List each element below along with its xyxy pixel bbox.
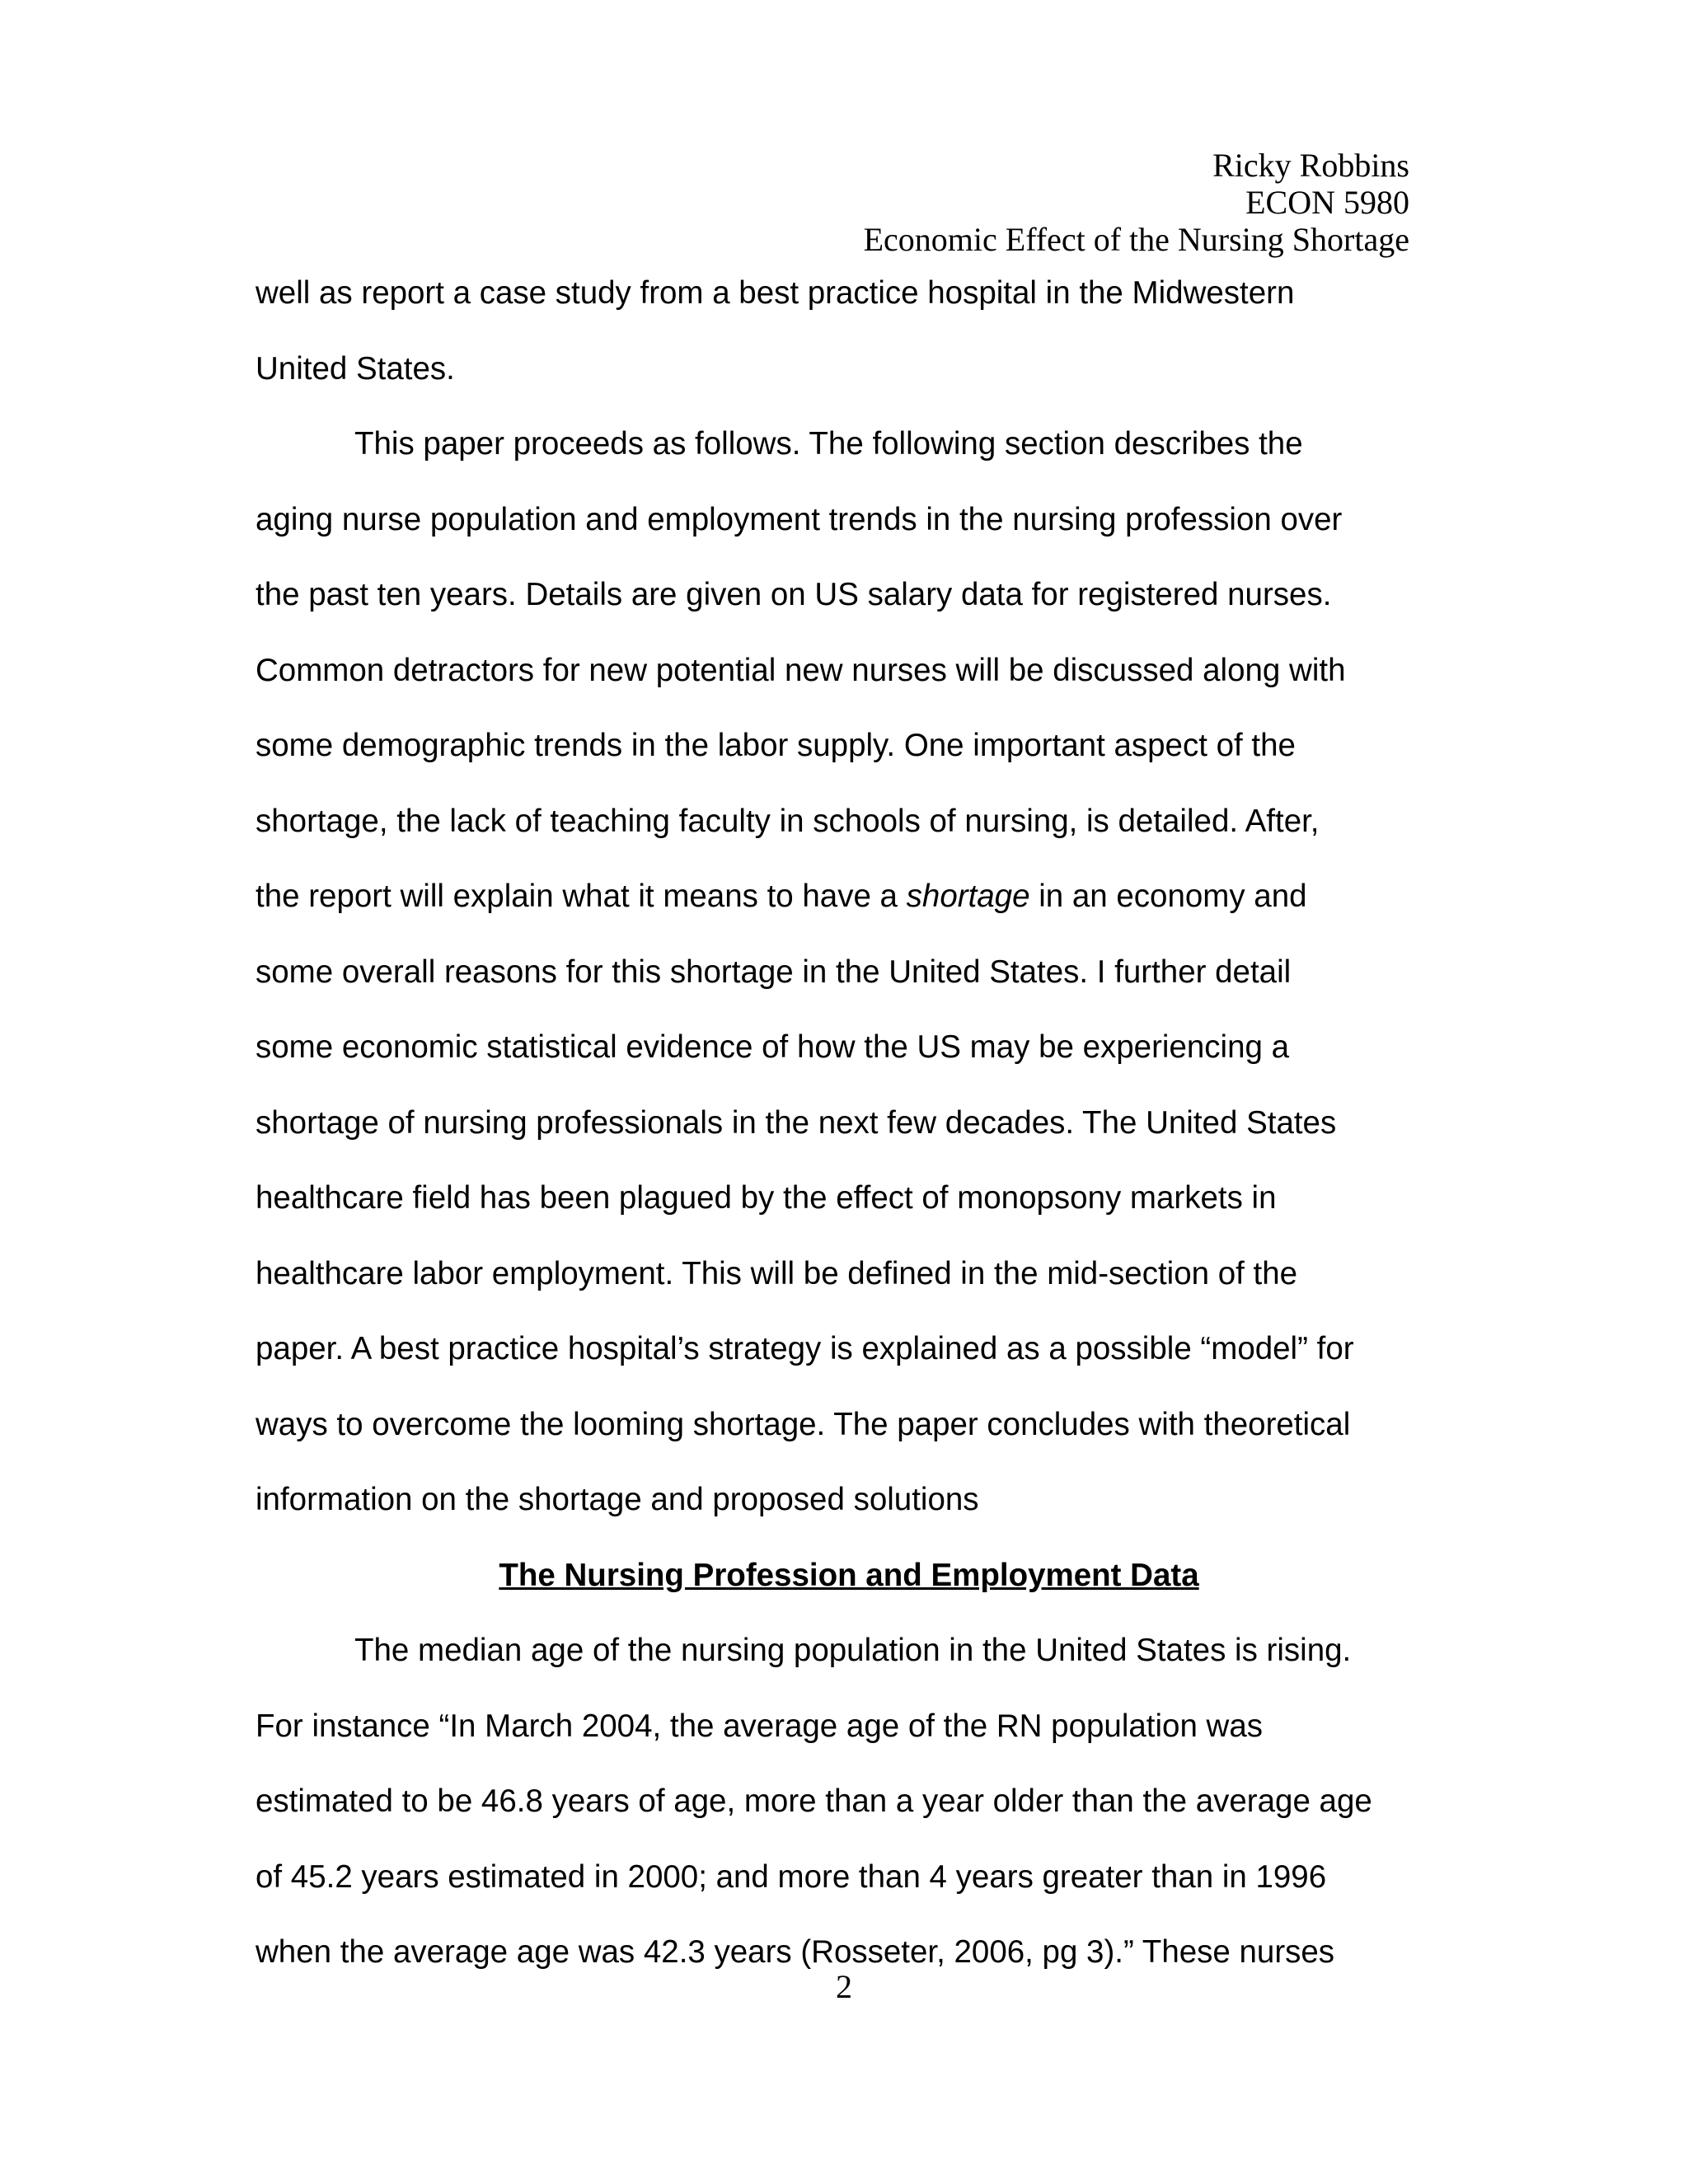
header-paper-title: Economic Effect of the Nursing Shortage bbox=[863, 221, 1409, 258]
text-line: of 45.2 years estimated in 2000; and more than 4 years greater than in 1996 bbox=[256, 1858, 1327, 1895]
text-line: estimated to be 46.8 years of age, more than a year older than the average age bbox=[256, 1783, 1372, 1819]
text-segment: in an economy and bbox=[1029, 879, 1307, 914]
text-line: some demographic trends in the labor supply. One important aspect of the bbox=[256, 728, 1296, 763]
italic-term: shortage bbox=[906, 879, 1030, 914]
text-line: healthcare labor employment. This will be defined in the mid-section of the bbox=[256, 1255, 1298, 1291]
text-line: some overall reasons for this shortage in the United States. I further detail bbox=[256, 954, 1292, 990]
header-course: ECON 5980 bbox=[1245, 184, 1409, 221]
text-line: some economic statistical evidence of how the US may be experiencing a bbox=[256, 1029, 1290, 1065]
text-line: Common detractors for new potential new nurses will be discussed along with bbox=[256, 652, 1346, 688]
text-line: United States. bbox=[256, 350, 455, 387]
document-body bbox=[256, 255, 1409, 1990]
text-line: paper. A best practice hospital’s strategy is explained as a possible “model” for bbox=[256, 1331, 1354, 1366]
header-author: Ricky Robbins bbox=[1212, 147, 1409, 184]
page-number: 2 bbox=[836, 1968, 852, 2005]
text-line: aging nurse population and employment trends in the nursing profession over bbox=[256, 501, 1343, 537]
paragraph-first-line: The median age of the nursing population in the United States is rising. bbox=[354, 1633, 1352, 1668]
text-line: when the average age was 42.3 years (Rosseter, 2006, pg 3).” These nurses bbox=[256, 1934, 1335, 1970]
running-header bbox=[864, 147, 1409, 258]
paragraph-first-line: This paper proceeds as follows. The following section describes the bbox=[354, 426, 1303, 462]
text-line: For instance “In March 2004, the average age of the RN population was bbox=[256, 1708, 1264, 1744]
text-line: information on the shortage and proposed solutions bbox=[256, 1482, 979, 1517]
text-segment: the report will explain what it means to have a bbox=[256, 879, 907, 914]
section-heading: The Nursing Profession and Employment Data bbox=[499, 1557, 1199, 1593]
text-line: shortage, the lack of teaching faculty in schools of nursing, is detailed. After, bbox=[256, 803, 1320, 839]
text-line bbox=[256, 859, 1409, 935]
text-line: the past ten years. Details are given on US salary data for registered nurses. bbox=[256, 577, 1332, 612]
text-line: well as report a case study from a best practice hospital in the Midwestern bbox=[256, 275, 1295, 311]
text-line: healthcare field has been plagued by the effect of monopsony markets in bbox=[256, 1180, 1277, 1216]
text-line: shortage of nursing professionals in the next few decades. The United States bbox=[256, 1104, 1337, 1141]
text-line: ways to overcome the looming shortage. The paper concludes with theoretical bbox=[256, 1406, 1351, 1442]
